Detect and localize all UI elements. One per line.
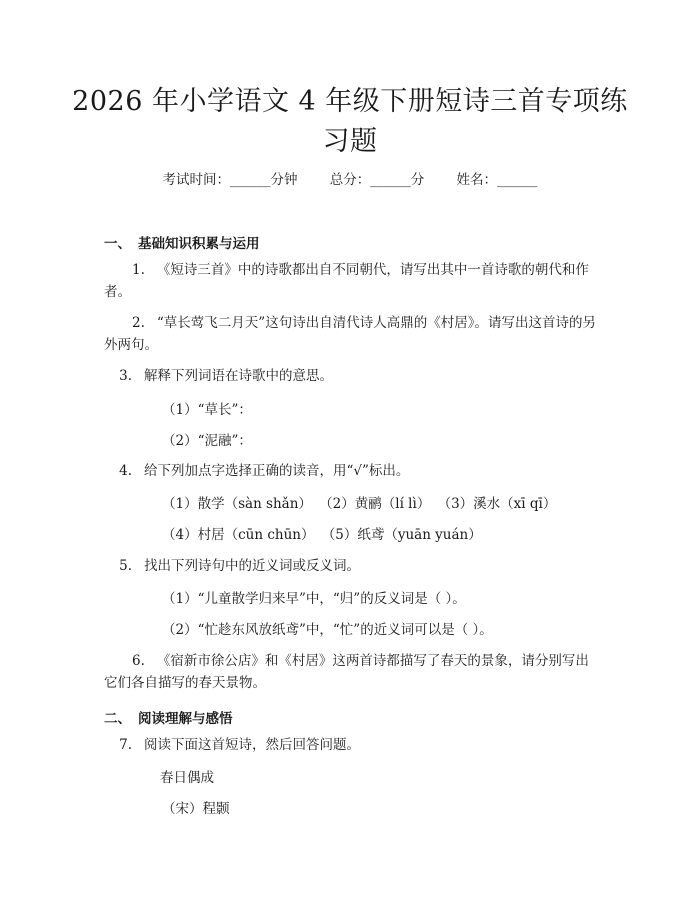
question-1-number: 1. [132,262,145,278]
section-1-heading [104,232,260,252]
question-5-sub-2: （2）“忙趁东风放纸鸢”中，“忙”的近义词可以是（ ）。 [162,622,493,638]
section-2-heading [104,707,233,727]
option-1: （1）散学（sàn shǎn） [162,496,312,512]
question-4-text: 给下列加点字选择正确的读音，用“√”标出。 [144,463,410,479]
exam-info [0,170,700,190]
question-5-number: 5. [119,558,132,574]
question-3-text: 解释下列词语在诗歌中的意思。 [144,368,333,384]
title-line-1: 2026 年小学语文 4 年级下册短诗三首专项练 [72,86,628,117]
section-1-label: 基础知识积累与运用 [138,236,260,252]
question-4-options-row-1 [162,494,602,514]
question-4 [104,460,600,482]
option-5: （5）纸鸢（yuān yuán） [328,527,482,543]
section-1-number: 一、 [104,236,131,252]
question-6-text: 《宿新市徐公店》和《村居》这两首诗都描写了春天的景象，请分别写出它们各自描写的春天景物。 [104,653,589,691]
option-3: （3）溪水（xī qī） [444,496,557,512]
question-6-number: 6. [132,653,145,669]
question-2-text: “草长莺飞二月天”这句诗出自清代诗人高鼎的《村居》。请写出这首诗的另外两句。 [104,315,596,353]
question-3-number: 3. [119,368,132,384]
exam-score: 总分：______分 [329,172,425,188]
question-6 [104,650,600,694]
option-4: （4）村居（cūn chūn） [162,527,315,543]
question-4-options-row-2 [162,525,602,545]
title-line-2: 习题 [322,126,378,157]
question-5-sub-1: （1）“儿童散学归来早”中，“归”的反义词是（ ）。 [162,591,466,607]
question-2-number: 2. [132,315,145,331]
poem-author: （宋）程颢 [162,801,230,817]
question-1-text: 《短诗三首》中的诗歌都出自不同朝代，请写出其中一首诗歌的朝代和作者。 [104,262,589,300]
question-5-text: 找出下列诗句中的近义词或反义词。 [144,558,360,574]
exam-name: 姓名：______ [456,172,538,188]
question-2 [104,312,600,356]
question-3-sub-1: （1）“草长”： [162,402,252,418]
page-title [40,82,660,162]
question-1 [104,259,600,303]
section-2-label: 阅读理解与感悟 [138,711,233,727]
section-2-number: 二、 [104,711,131,727]
question-7-number: 7. [119,737,132,753]
question-3-sub-2: （2）“泥融”： [162,433,252,449]
question-4-number: 4. [119,463,132,479]
option-2: （2）黄鹂（lí lì） [325,496,431,512]
exam-time: 考试时间：______分钟 [162,172,298,188]
question-7 [104,734,600,756]
question-3 [104,365,600,387]
question-5 [104,555,600,577]
poem-title: 春日偶成 [160,770,214,786]
question-7-text: 阅读下面这首短诗，然后回答问题。 [144,737,360,753]
